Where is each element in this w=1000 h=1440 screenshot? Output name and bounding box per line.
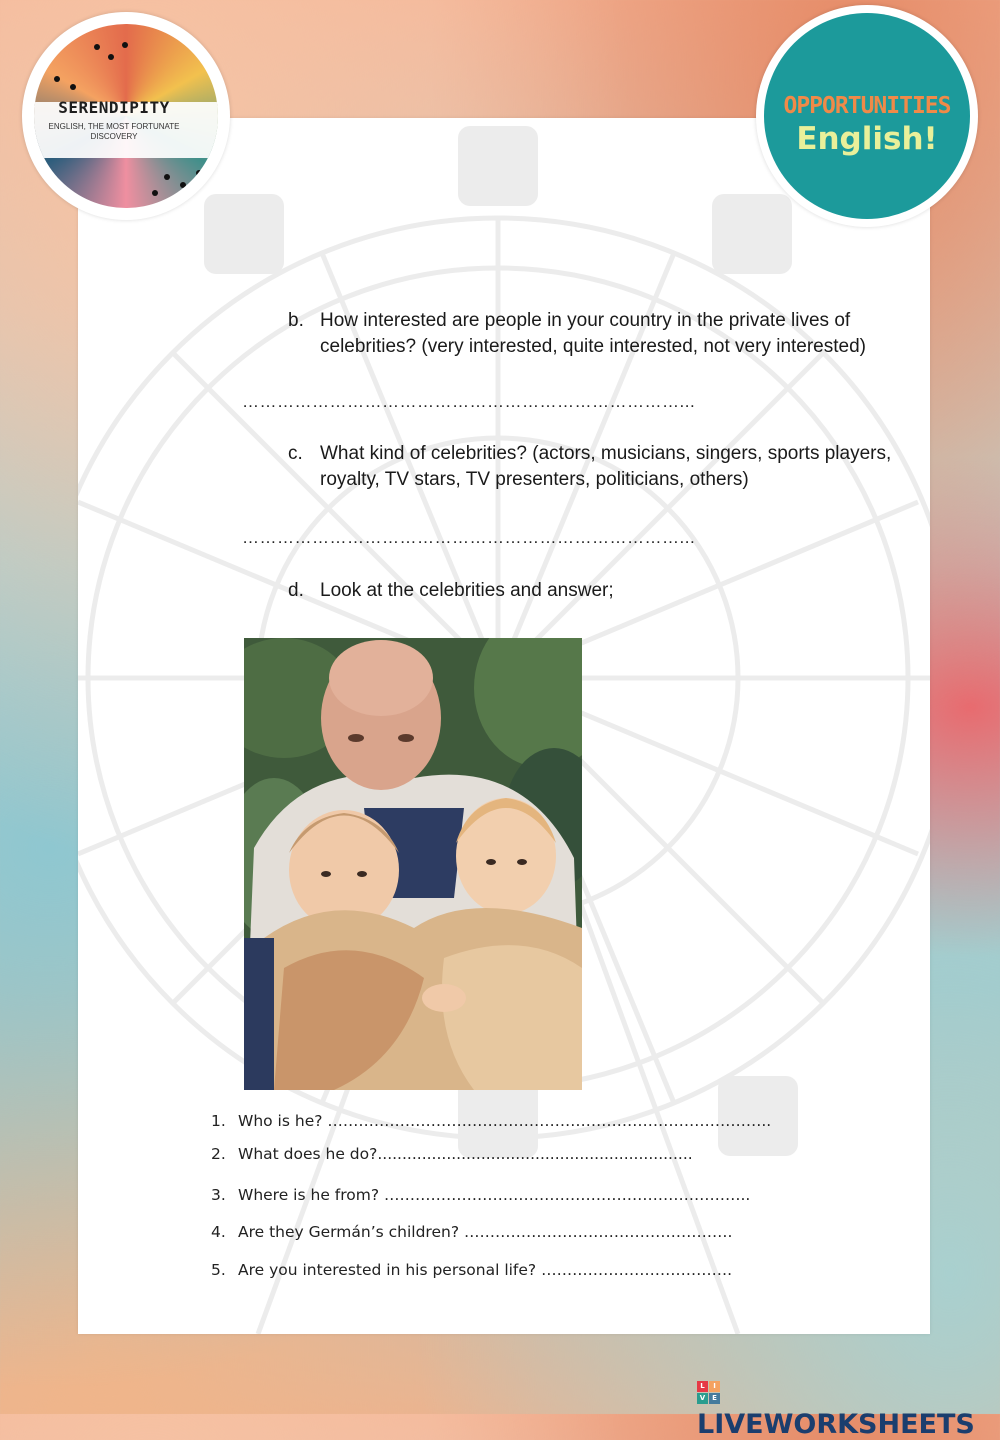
sub-question-number: 3. [211, 1186, 226, 1204]
answer-line-b[interactable]: …………………………………………………………………... [242, 392, 696, 411]
sub-question-1 [211, 1112, 771, 1130]
serendipity-title: SERENDIPITY [58, 98, 170, 117]
english-text: English! [796, 121, 938, 157]
liveworksheets-text: LIVEWORKSHEETS [697, 1409, 975, 1440]
liveworksheets-icon: L I V E [697, 1381, 721, 1405]
sub-question-4 [211, 1223, 732, 1241]
question-text: What kind of celebrities? (actors, musicians, singers, sports players, royalty, TV stars, TV presenters, politicians, others) [320, 443, 892, 490]
sub-question-text[interactable]: What does he do?................................................................ [238, 1145, 693, 1163]
sub-question-text[interactable]: Are they Germán’s children? ……………………………………………. [238, 1223, 733, 1241]
opportunities-logo [756, 5, 978, 227]
sub-question-number: 2. [211, 1145, 226, 1163]
sub-question-number: 5. [211, 1261, 226, 1279]
question-text: How interested are people in your country in the private lives of celebrities? (very interested, quite interested, not very interested) [320, 310, 866, 357]
question-c [288, 441, 948, 493]
serendipity-logo [22, 12, 230, 220]
question-b [288, 308, 948, 360]
sub-question-3 [211, 1186, 750, 1204]
serendipity-tagline: ENGLISH, THE MOST FORTUNATE DISCOVERY [48, 122, 180, 141]
question-letter: d. [288, 580, 304, 601]
sub-question-number: 1. [211, 1112, 226, 1130]
sub-question-text[interactable]: Who is he? ………………………………………………………………………….. [238, 1112, 772, 1130]
opportunities-text: OPPORTUNITIES [783, 93, 951, 119]
sub-question-5 [211, 1261, 732, 1279]
liveworksheets-logo[interactable] [697, 1378, 1000, 1440]
answer-line-c[interactable]: …………………………………………………………………... [242, 528, 696, 547]
sub-question-text[interactable]: Where is he from? …………………………………………………………….. [238, 1186, 751, 1204]
question-text: Look at the celebrities and answer; [320, 580, 614, 601]
celebrity-photo [244, 638, 582, 1090]
question-letter: c. [288, 443, 303, 464]
sub-question-number: 4. [211, 1223, 226, 1241]
question-d [288, 578, 948, 604]
sub-question-text[interactable]: Are you interested in his personal life? ………………………………. [238, 1261, 733, 1279]
question-letter: b. [288, 310, 304, 331]
sub-question-2 [211, 1145, 693, 1163]
